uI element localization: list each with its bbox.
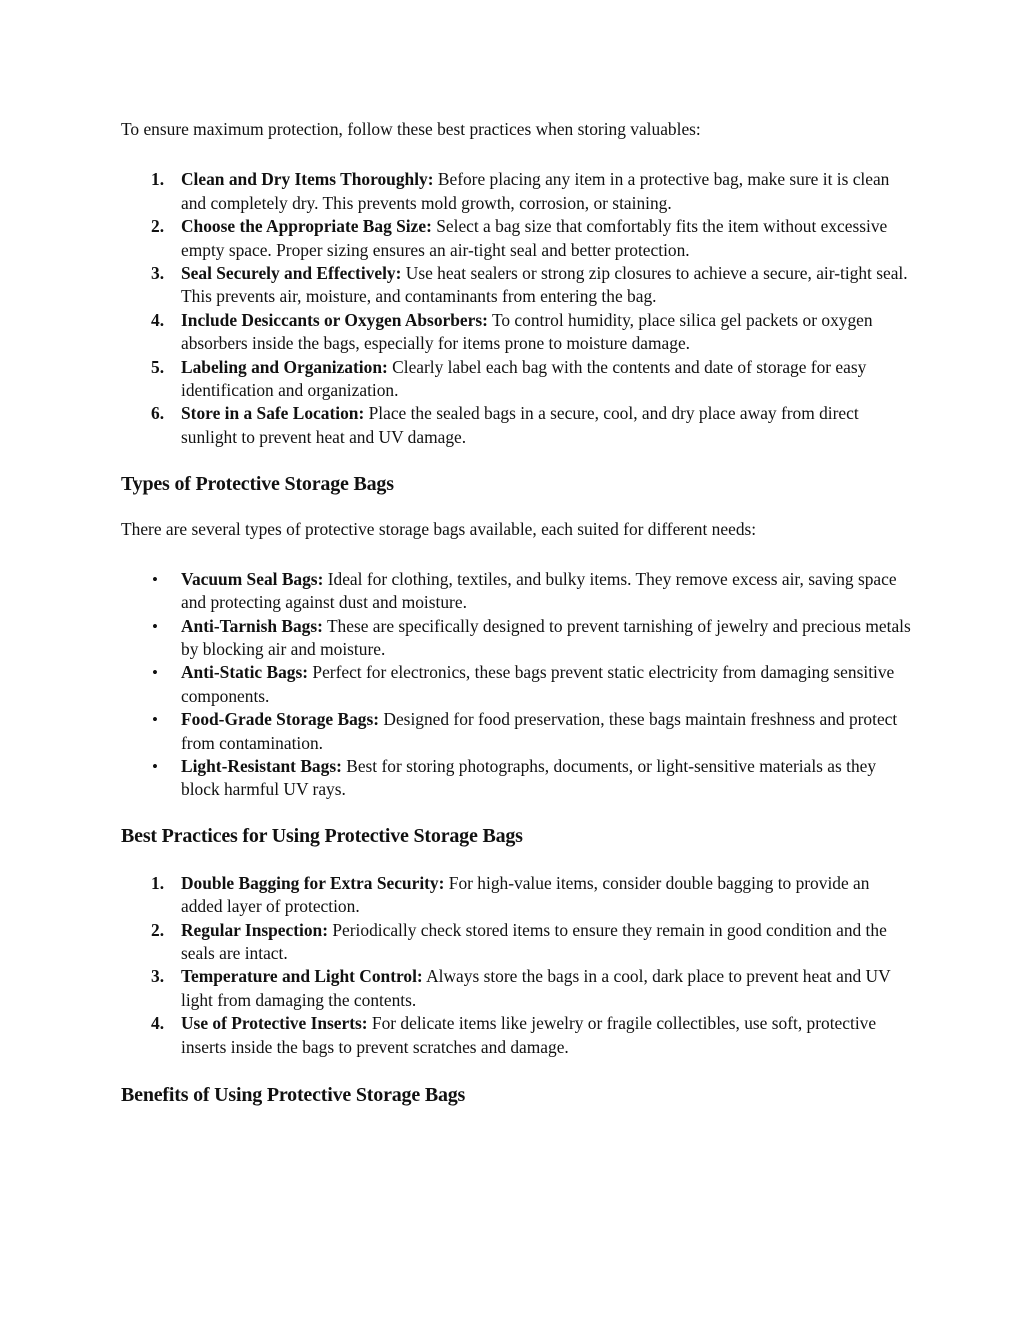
list-item <box>121 708 912 755</box>
list-item <box>121 215 912 262</box>
item-title: Choose the Appropriate Bag Size: <box>181 216 432 237</box>
list-item <box>121 965 912 1012</box>
item-text: Clearly label each bag with the contents and date of storage for easy identification and organization. <box>181 356 867 401</box>
bag-types-list <box>121 568 912 802</box>
list-item <box>121 615 912 662</box>
item-title: Regular Inspection: <box>181 919 329 940</box>
section-heading-types: Types of Protective Storage Bags <box>121 473 394 496</box>
item-title: Double Bagging for Extra Security: <box>181 872 445 893</box>
bullet-marker: • <box>152 710 158 730</box>
item-text: For delicate items like jewelry or fragile collectibles, use soft, protective inserts inside the bags to prevent scratches and damage. <box>181 1013 877 1057</box>
item-title: Food-Grade Storage Bags: <box>181 709 380 730</box>
list-item <box>121 356 912 403</box>
list-number: 3. <box>151 263 165 284</box>
item-title: Light-Resistant Bags: <box>181 755 342 776</box>
list-number: 1. <box>151 872 165 893</box>
item-title: Vacuum Seal Bags: <box>181 568 324 589</box>
list-item <box>121 661 912 708</box>
list-item <box>121 568 912 615</box>
section-heading-benefits: Benefits of Using Protective Storage Bags <box>121 1084 466 1106</box>
item-text: Use heat sealers or strong zip closures to achieve a secure, air-tight seal. This prevents air, moisture, and contaminants from entering the bag. <box>181 263 908 307</box>
list-number: 2. <box>151 216 165 237</box>
item-title: Anti-Tarnish Bags: <box>181 615 323 636</box>
list-number: 3. <box>151 966 165 987</box>
item-title: Use of Protective Inserts: <box>181 1013 368 1034</box>
item-text: Best for storing photographs, documents, or light-sensitive materials as they block harmful UV rays. <box>181 755 877 800</box>
item-title: Seal Securely and Effectively: <box>181 263 402 284</box>
item-title: Anti-Static Bags: <box>181 662 309 683</box>
item-text: For high-value items, consider double bagging to provide an added layer of protection. <box>181 872 870 917</box>
types-intro-paragraph: There are several types of protective storage bags available, each suited for different needs: <box>121 519 757 540</box>
bullet-marker: • <box>152 756 158 776</box>
list-item <box>121 309 912 356</box>
list-item <box>121 1012 912 1059</box>
best-practices-list <box>121 872 912 1059</box>
bullet-marker: • <box>152 616 158 636</box>
list-number: 4. <box>151 309 165 330</box>
bullet-marker: • <box>152 663 158 683</box>
list-number: 2. <box>151 919 165 940</box>
item-title: Labeling and Organization: <box>181 356 388 377</box>
list-item <box>121 402 912 449</box>
section-heading-best-practices: Best Practices for Using Protective Storage Bags <box>121 824 523 847</box>
list-item <box>121 919 912 966</box>
item-title: Temperature and Light Control: <box>181 966 423 987</box>
list-item <box>121 755 912 802</box>
item-text: Ideal for clothing, textiles, and bulky items. They remove excess air, saving space and protecting against dust and moisture. <box>181 568 897 613</box>
list-item <box>121 872 912 919</box>
item-text: Select a bag size that comfortably fits the item without excessive empty space. Proper sizing ensures an air-tight seal and better protection. <box>181 216 888 260</box>
item-text: Periodically check stored items to ensure they remain in good condition and the seals are intact. <box>181 919 887 963</box>
item-text: Perfect for electronics, these bags prevent static electricity from damaging sensitive components. <box>181 662 895 706</box>
item-title: Store in a Safe Location: <box>181 403 365 424</box>
list-number: 6. <box>151 403 165 424</box>
bullet-marker: • <box>152 569 158 589</box>
list-item <box>121 262 912 309</box>
item-title: Include Desiccants or Oxygen Absorbers: <box>181 309 488 330</box>
item-text: To control humidity, place silica gel packets or oxygen absorbers inside the bags, especially for items prone to moisture damage. <box>181 309 873 354</box>
item-title: Clean and Dry Items Thoroughly: <box>181 169 434 190</box>
intro-paragraph: To ensure maximum protection, follow these best practices when storing valuables: <box>121 119 701 139</box>
item-text: Designed for food preservation, these bags maintain freshness and protect from contamination. <box>181 709 898 753</box>
list-number: 4. <box>151 1013 165 1034</box>
item-text: Place the sealed bags in a secure, cool, and dry place away from direct sunlight to prevent heat and UV damage. <box>181 403 859 447</box>
list-item <box>121 168 912 215</box>
list-number: 5. <box>151 356 165 377</box>
item-text: These are specifically designed to prevent tarnishing of jewelry and precious metals by blocking air and moisture. <box>181 615 911 659</box>
storage-steps-list <box>121 168 912 449</box>
list-number: 1. <box>151 169 165 190</box>
item-text: Always store the bags in a cool, dark place to prevent heat and UV light from damaging the contents. <box>181 966 891 1010</box>
item-text: Before placing any item in a protective bag, make sure it is clean and completely dry. This prevents mold growth, corrosion, or staining. <box>181 169 890 213</box>
